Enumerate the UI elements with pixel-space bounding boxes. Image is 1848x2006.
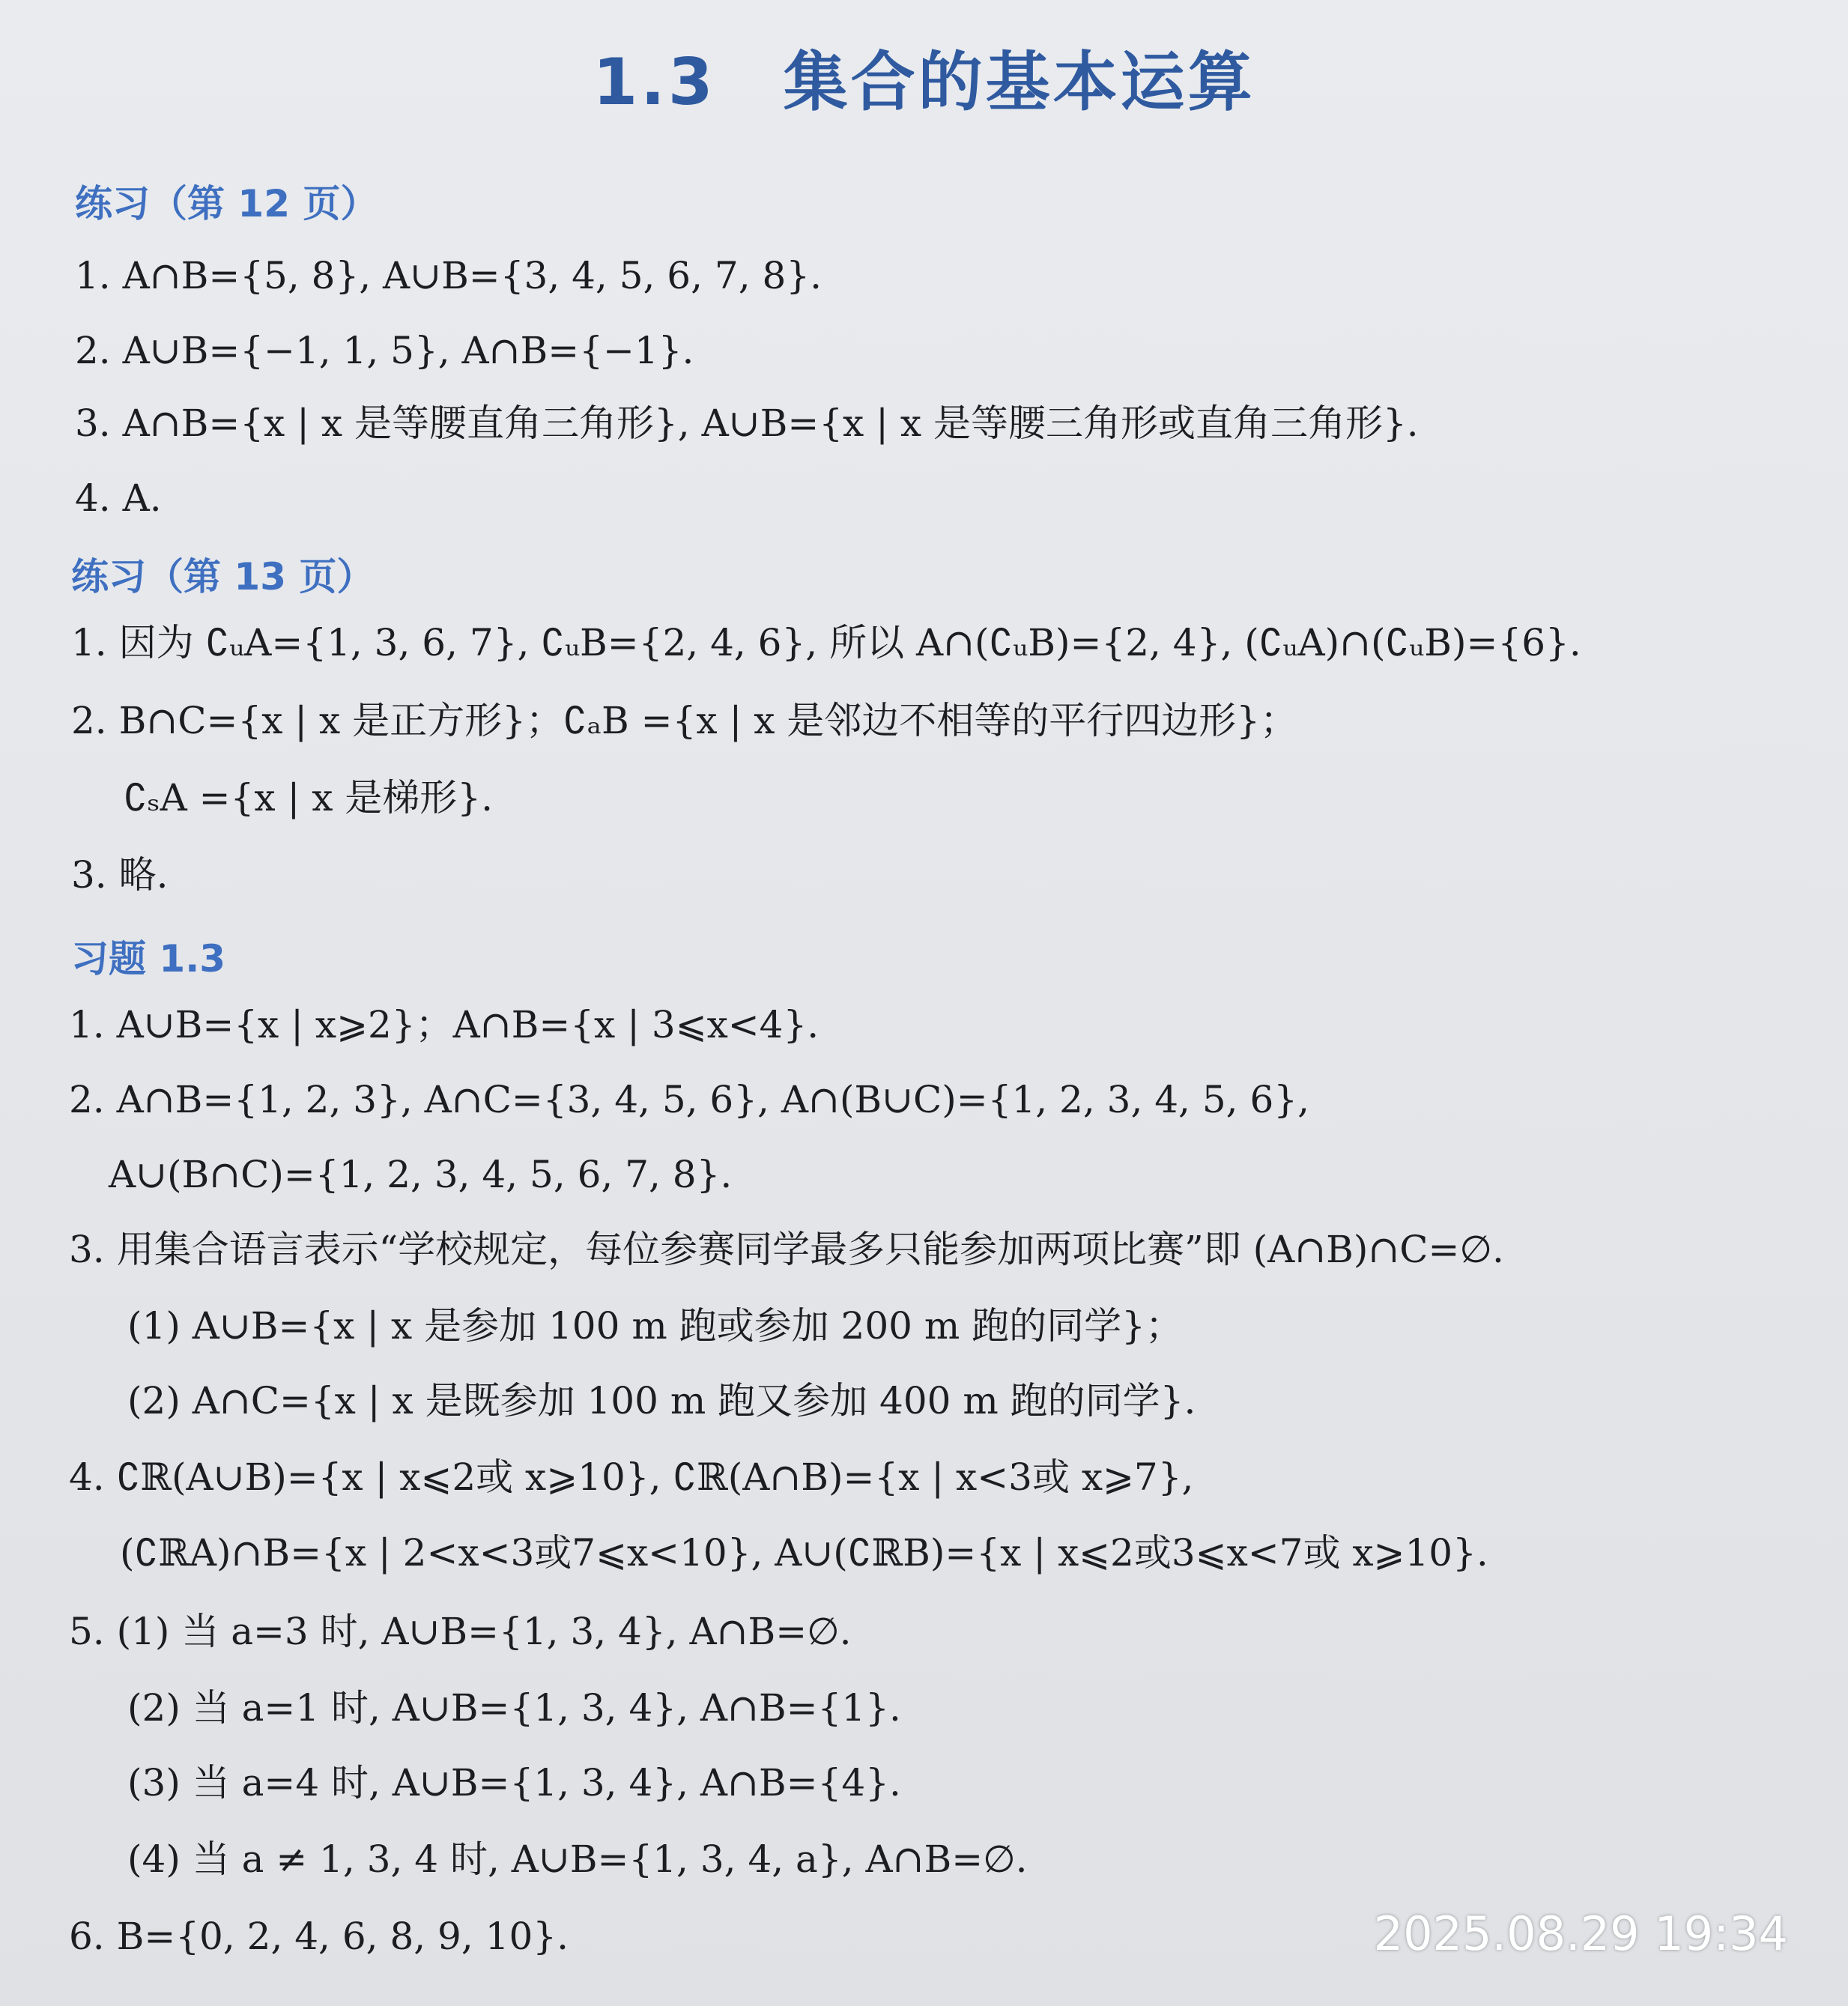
answer-line: 1. A∩B={5, 8}, A∪B={3, 4, 5, 6, 7, 8}. [75,254,822,297]
answer-line: 3. 略. [71,853,169,897]
answer-line: 1. A∪B={x | x⩾2}；A∩B={x | 3⩽x<4}. [69,1003,820,1046]
answer-line: 5. (1) 当 a=3 时, A∪B={1, 3, 4}, A∩B=∅. [69,1610,852,1653]
answer-line: ∁ₛA ={x | x 是梯形}. [124,776,493,819]
section-heading-practice-p13: 练习（第 13 页） [71,555,375,599]
answer-line: (∁ℝA)∩B={x | 2<x<3或7⩽x<10}, A∪(∁ℝB)={x | x⩽2或3⩽x<7或 x⩾10}. [120,1531,1488,1575]
answer-line: 4. A. [75,476,162,520]
answer-line: (4) 当 a ≠ 1, 3, 4 时, A∪B={1, 3, 4, a}, A∩B=∅. [127,1837,1028,1881]
answer-line: 2. B∩C={x | x 是正方形}；∁ₐB ={x | x 是邻边不相等的平行四边形}； [71,699,1298,742]
answer-line: 3. A∩B={x | x 是等腰直角三角形}, A∪B={x | x 是等腰三角形或直角三角形}. [75,401,1419,445]
answer-line: 6. B={0, 2, 4, 6, 8, 9, 10}. [69,1915,569,1958]
answer-line: (2) 当 a=1 时, A∪B={1, 3, 4}, A∩B={1}. [127,1686,901,1730]
section-title: 集合的基本运算 [783,45,1255,120]
answer-line: 2. A∩B={1, 2, 3}, A∩C={3, 4, 5, 6}, A∩(B∪C)={1, 2, 3, 4, 5, 6}, [69,1078,1309,1121]
answer-line: (1) A∪B={x | x 是参加 100 m 跑或参加 200 m 跑的同学}； [127,1304,1183,1348]
answer-line: (3) 当 a=4 时, A∪B={1, 3, 4}, A∩B={4}. [127,1761,901,1805]
answer-line: 4. ∁ℝ(A∪B)={x | x⩽2或 x⩾10}, ∁ℝ(A∩B)={x | x<3或 x⩾7}, [69,1455,1194,1499]
photo-timestamp: 2025.08.29 19:34 [1373,1906,1788,1961]
answer-line: 3. 用集合语言表示“学校规定，每位参赛同学最多只能参加两项比赛”即 (A∩B)∩C=∅. [69,1228,1504,1271]
page-title [0,30,1848,123]
answer-line: 2. A∪B={−1, 1, 5}, A∩B={−1}. [75,329,694,372]
section-heading-practice-p12: 练习（第 12 页） [75,182,378,225]
answer-line: (2) A∩C={x | x 是既参加 100 m 跑又参加 400 m 跑的同学}. [127,1379,1196,1422]
section-number: 1.3 [593,45,716,120]
answer-line: A∪(B∩C)={1, 2, 3, 4, 5, 6, 7, 8}. [109,1153,733,1196]
answer-line: 1. 因为 ∁ᵤA={1, 3, 6, 7}, ∁ᵤB={2, 4, 6}, 所以 A∩(∁ᵤB)={2, 4}, (∁ᵤA)∩(∁ᵤB)={6}. [71,621,1581,664]
section-heading-exercises-1-3: 习题 1.3 [71,937,225,981]
